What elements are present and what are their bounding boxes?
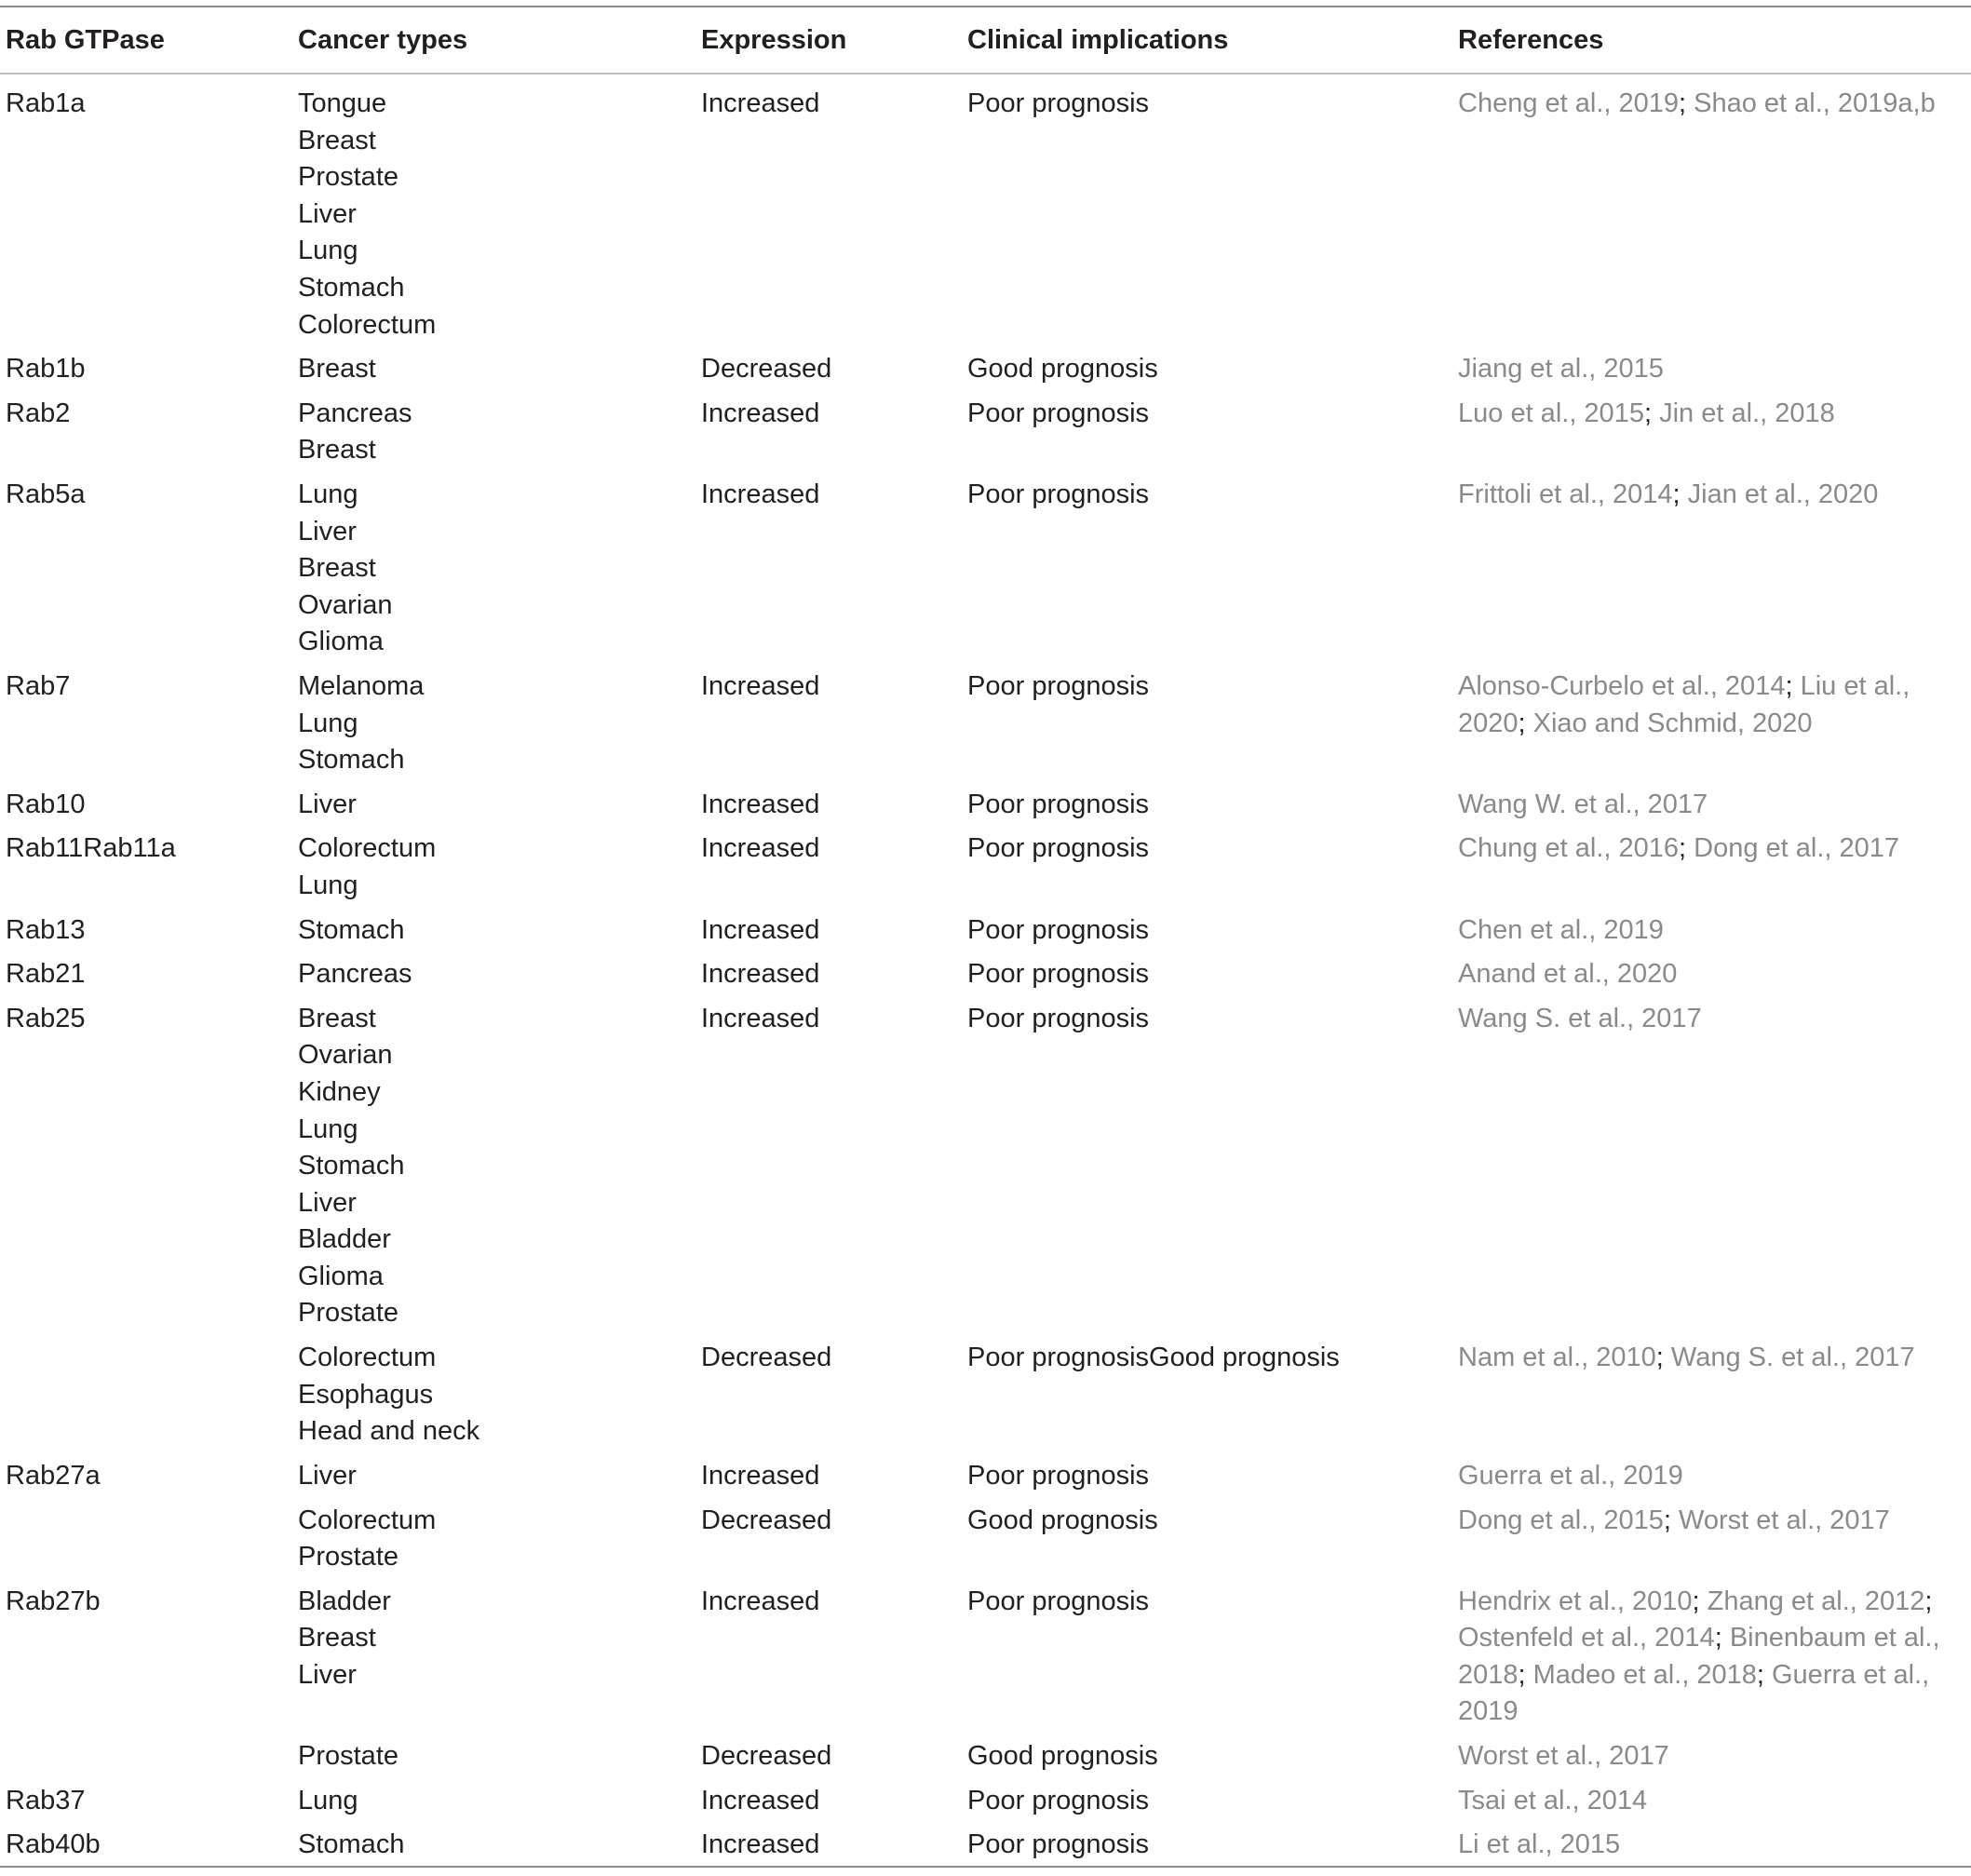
cell-expression: Increased	[701, 88, 820, 118]
cell-cancer-types	[298, 956, 412, 993]
cell-clinical-implications: Poor prognosis	[967, 670, 1150, 701]
cancer-type: Bladder	[298, 1586, 391, 1616]
reference-link[interactable]: Shao et al., 2019a,b	[1694, 88, 1936, 118]
table-row	[0, 390, 1971, 471]
reference-link[interactable]: Wang S. et al., 2017	[1670, 1343, 1915, 1373]
cancer-type: Liver	[298, 1187, 357, 1218]
header-expression: Expression	[701, 25, 847, 55]
reference-link[interactable]: Dong et al., 2017	[1694, 833, 1900, 864]
cell-cancer-types	[298, 396, 412, 469]
cancer-type: Lung	[298, 236, 358, 266]
cell-clinical-implications: Poor prognosis	[967, 914, 1150, 945]
cell-clinical-implications: Poor prognosis	[967, 833, 1150, 864]
reference-link[interactable]: Cheng et al., 2019	[1458, 88, 1680, 118]
cell-expression: Increased	[701, 670, 820, 701]
cancer-type: Melanoma	[298, 670, 425, 701]
cancer-type: Breast	[298, 435, 376, 466]
cell-clinical-implications: Poor prognosis	[967, 789, 1150, 819]
cell-references: Cheng et al., 2019; Shao et al., 2019a,b	[1458, 88, 1936, 118]
reference-link[interactable]: Hendrix et al., 2010	[1458, 1586, 1693, 1616]
table-row	[0, 80, 1971, 345]
reference-link[interactable]: Xiao and Schmid, 2020	[1532, 708, 1813, 738]
cell-expression: Decreased	[701, 354, 832, 385]
cell-cancer-types	[298, 1001, 404, 1332]
cancer-type: Stomach	[298, 914, 405, 945]
cancer-type: Breast	[298, 1623, 376, 1653]
cancer-type: Breast	[298, 553, 376, 584]
cancer-type: Tongue	[298, 88, 387, 118]
cell-references: Luo et al., 2015; Jin et al., 2018	[1458, 398, 1835, 428]
cancer-type: Colorectum	[298, 1343, 437, 1373]
cancer-type: Ovarian	[298, 1040, 393, 1071]
cell-references	[1458, 351, 1965, 388]
cell-expression: Decreased	[701, 1343, 832, 1373]
cell-references	[1458, 956, 1965, 993]
reference-link[interactable]: Guerra et al., 2019	[1458, 1460, 1683, 1491]
reference-link[interactable]: Jian et al., 2020	[1687, 479, 1879, 509]
reference-link[interactable]: Alonso-Curbelo et al., 2014	[1458, 670, 1786, 701]
cancer-type: Lung	[298, 708, 358, 738]
table-row	[0, 781, 1971, 826]
table-row	[0, 1733, 1971, 1777]
cell-cancer-types	[298, 351, 376, 388]
cancer-type: Prostate	[298, 162, 398, 193]
table-row	[0, 1821, 1971, 1866]
reference-link[interactable]: Madeo et al., 2018	[1532, 1659, 1757, 1690]
cell-clinical-implications: Good prognosis	[967, 1741, 1158, 1772]
cancer-type: Liver	[298, 198, 357, 229]
table-body	[0, 80, 1971, 1866]
cancer-type: Glioma	[298, 627, 384, 657]
cancer-type: Stomach	[298, 1151, 405, 1181]
cancer-type: Glioma	[298, 1261, 384, 1291]
cell-rab-gtpase: Rab7	[6, 670, 71, 701]
cell-cancer-types	[298, 86, 436, 344]
cancer-type: Colorectum	[298, 309, 437, 340]
cancer-type: Pancreas	[298, 398, 412, 428]
table-row	[0, 1452, 1971, 1497]
cell-cancer-types	[298, 1340, 479, 1451]
cell-rab-gtpase: Rab40b	[6, 1829, 101, 1860]
cell-rab-gtpase: Rab11Rab11a	[6, 833, 176, 864]
reference-link[interactable]: Worst et al., 2017	[1458, 1741, 1669, 1772]
cell-clinical-implications: Poor prognosis	[967, 479, 1150, 509]
cell-expression: Increased	[701, 398, 820, 428]
header-rab-gtpase: Rab GTPase	[6, 25, 165, 55]
cell-clinical-implications: Poor prognosis	[967, 1829, 1150, 1860]
reference-link[interactable]: Jiang et al., 2015	[1458, 354, 1664, 385]
header-cancer-types: Cancer types	[298, 25, 468, 55]
cell-cancer-types	[298, 787, 357, 824]
cancer-type: Lung	[298, 1113, 358, 1144]
reference-link[interactable]: Ostenfeld et al., 2014	[1458, 1623, 1715, 1653]
cell-expression: Increased	[701, 833, 820, 864]
cancer-type: Pancreas	[298, 959, 412, 990]
reference-link[interactable]: Chen et al., 2019	[1458, 914, 1664, 945]
cell-clinical-implications: Poor prognosis	[967, 398, 1150, 428]
table-row	[0, 1334, 1971, 1452]
cancer-type: Stomach	[298, 1829, 405, 1860]
cell-references: Frittoli et al., 2014; Jian et al., 2020	[1458, 479, 1879, 509]
cell-rab-gtpase: Rab1b	[6, 354, 86, 385]
cancer-type: Breast	[298, 125, 376, 155]
reference-link[interactable]: Frittoli et al., 2014	[1458, 479, 1673, 509]
cancer-type: Liver	[298, 1659, 357, 1690]
cell-cancer-types	[298, 1783, 358, 1820]
reference-link[interactable]: Zhang et al., 2012	[1707, 1586, 1925, 1616]
cell-rab-gtpase: Rab21	[6, 959, 86, 990]
cell-references	[1458, 1458, 1965, 1495]
table-row	[0, 345, 1971, 390]
cell-references: Nam et al., 2010; Wang S. et al., 2017	[1458, 1343, 1915, 1373]
table-row	[0, 951, 1971, 995]
bottom-rule	[0, 1866, 1971, 1868]
cell-expression: Decreased	[701, 1505, 832, 1535]
reference-link[interactable]: Binenbaum et al., 2018	[1458, 1623, 1940, 1690]
cell-references	[1458, 1001, 1965, 1038]
table-row	[0, 471, 1971, 663]
cell-cancer-types	[298, 668, 424, 779]
cell-expression: Increased	[701, 1785, 820, 1815]
cancer-type: Lung	[298, 1785, 358, 1815]
cell-expression: Increased	[701, 1003, 820, 1033]
cancer-type: Liver	[298, 789, 357, 819]
cell-references	[1458, 787, 1965, 824]
cancer-type: Colorectum	[298, 833, 437, 864]
cancer-type: Stomach	[298, 745, 405, 776]
reference-link[interactable]: Worst et al., 2017	[1679, 1505, 1890, 1535]
cell-cancer-types	[298, 1738, 398, 1775]
cell-clinical-implications: Poor prognosisGood prognosis	[967, 1343, 1340, 1373]
cancer-type: Bladder	[298, 1224, 391, 1255]
cell-references	[1458, 912, 1965, 950]
cell-cancer-types	[298, 1458, 357, 1495]
cell-cancer-types	[298, 1827, 404, 1864]
cell-references	[1458, 1783, 1965, 1820]
cancer-type: Breast	[298, 1003, 376, 1033]
header-clinical-implications: Clinical implications	[967, 25, 1229, 55]
reference-link[interactable]: Jin et al., 2018	[1659, 398, 1835, 428]
cancer-type: Esophagus	[298, 1379, 434, 1410]
cell-clinical-implications: Poor prognosis	[967, 1003, 1150, 1033]
reference-link[interactable]: Wang S. et al., 2017	[1458, 1003, 1702, 1033]
reference-link[interactable]: Luo et al., 2015	[1458, 398, 1644, 428]
reference-link[interactable]: Dong et al., 2015	[1458, 1505, 1664, 1535]
table-row	[0, 825, 1971, 906]
reference-link[interactable]: Nam et al., 2010	[1458, 1343, 1656, 1373]
cell-expression: Increased	[701, 959, 820, 990]
cell-references: Alonso-Curbelo et al., 2014; Liu et al., 2020; Xiao and Schmid, 2020	[1458, 670, 1910, 738]
cell-rab-gtpase: Rab5a	[6, 479, 86, 509]
reference-link[interactable]: Anand et al., 2020	[1458, 959, 1678, 990]
cancer-type: Lung	[298, 479, 358, 509]
cell-cancer-types	[298, 1503, 436, 1576]
cell-clinical-implications: Poor prognosis	[967, 959, 1150, 990]
cancer-type: Stomach	[298, 272, 405, 303]
table-row	[0, 995, 1971, 1334]
cancer-type: Colorectum	[298, 1505, 437, 1535]
cell-cancer-types	[298, 477, 393, 661]
data-table	[0, 6, 1971, 1868]
cell-expression: Increased	[701, 1829, 820, 1860]
reference-link[interactable]: Li et al., 2015	[1458, 1829, 1621, 1860]
cancer-type: Prostate	[298, 1298, 398, 1329]
cell-rab-gtpase: Rab2	[6, 398, 71, 428]
cancer-type: Liver	[298, 516, 357, 547]
cell-rab-gtpase: Rab27a	[6, 1460, 101, 1491]
cell-rab-gtpase: Rab27b	[6, 1586, 101, 1616]
cell-clinical-implications: Poor prognosis	[967, 1586, 1150, 1616]
cell-rab-gtpase: Rab10	[6, 789, 86, 819]
table-row	[0, 1578, 1971, 1733]
cell-references: Chung et al., 2016; Dong et al., 2017	[1458, 833, 1900, 864]
cancer-type: Ovarian	[298, 589, 393, 620]
cell-references: Dong et al., 2015; Worst et al., 2017	[1458, 1505, 1890, 1535]
cell-references	[1458, 1827, 1965, 1864]
cancer-type: Liver	[298, 1460, 357, 1491]
cell-cancer-types	[298, 830, 436, 904]
cell-references	[1458, 1738, 1965, 1775]
cell-cancer-types	[298, 1584, 391, 1694]
cell-clinical-implications: Good prognosis	[967, 1505, 1158, 1535]
table-row	[0, 1497, 1971, 1578]
cell-expression: Decreased	[701, 1741, 832, 1772]
cancer-type: Lung	[298, 870, 358, 900]
table-row	[0, 663, 1971, 781]
cell-expression: Increased	[701, 914, 820, 945]
cell-references: Hendrix et al., 2010; Zhang et al., 2012; Ostenfeld et al., 2014; Binenbaum et al., 2018; Madeo et al., 2018; Guerra et al., 2019	[1458, 1586, 1940, 1727]
cell-expression: Increased	[701, 1460, 820, 1491]
cell-cancer-types	[298, 912, 404, 950]
cancer-type: Prostate	[298, 1542, 398, 1572]
cell-clinical-implications: Good prognosis	[967, 354, 1158, 385]
table-row	[0, 1777, 1971, 1822]
cell-clinical-implications: Poor prognosis	[967, 88, 1150, 118]
cell-rab-gtpase: Rab37	[6, 1785, 86, 1815]
cell-rab-gtpase: Rab25	[6, 1003, 86, 1033]
reference-link[interactable]: Tsai et al., 2014	[1458, 1785, 1648, 1815]
table-row	[0, 907, 1971, 951]
cell-clinical-implications: Poor prognosis	[967, 1460, 1150, 1491]
reference-link[interactable]: Wang W. et al., 2017	[1458, 789, 1708, 819]
cell-expression: Increased	[701, 789, 820, 819]
cell-expression: Increased	[701, 1586, 820, 1616]
cancer-type: Prostate	[298, 1741, 398, 1772]
cell-clinical-implications: Poor prognosis	[967, 1785, 1150, 1815]
table-header-row	[0, 7, 1971, 74]
reference-link[interactable]: Liu et al., 2020	[1458, 670, 1910, 738]
cancer-type: Kidney	[298, 1076, 381, 1107]
cell-expression: Increased	[701, 479, 820, 509]
reference-link[interactable]: Guerra et al., 2019	[1458, 1659, 1930, 1727]
header-references: References	[1458, 25, 1604, 55]
cancer-type: Breast	[298, 354, 376, 385]
cell-rab-gtpase: Rab1a	[6, 88, 86, 118]
cancer-type: Head and neck	[298, 1416, 480, 1447]
reference-link[interactable]: Chung et al., 2016	[1458, 833, 1680, 864]
cell-rab-gtpase: Rab13	[6, 914, 86, 945]
